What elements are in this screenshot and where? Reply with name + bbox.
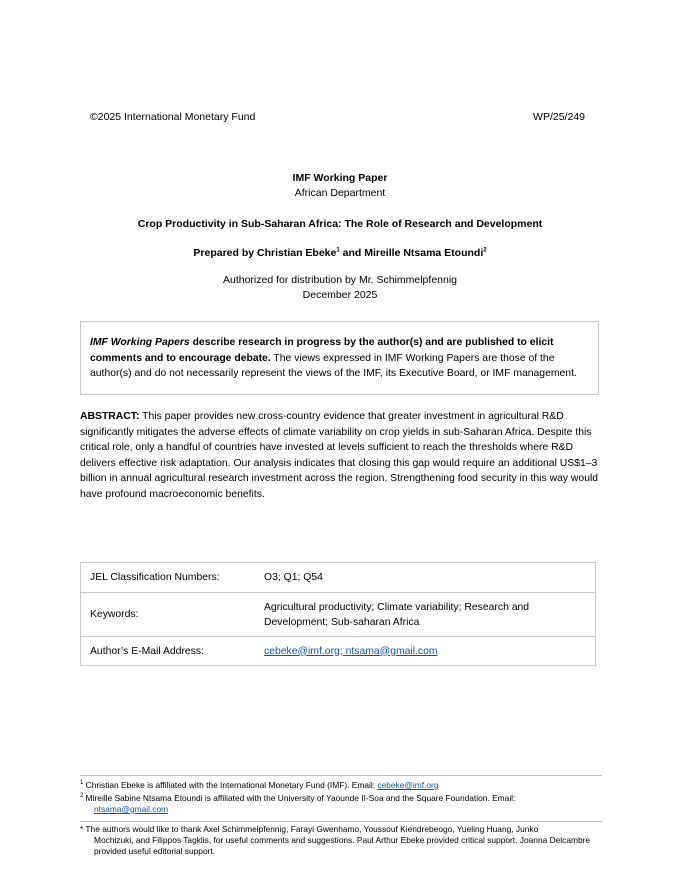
footnote-divider [80, 775, 602, 776]
author-1-note: 1 [336, 247, 340, 254]
abstract-label: ABSTRACT: [80, 411, 140, 422]
footnote-2 [80, 793, 600, 815]
author-1: Prepared by Christian Ebeke [193, 247, 337, 259]
footnote-2-text: Mireille Sabine Ntsama Etoundi is affiliated with the University of Yaounde II-Soa and the Square Foundation. Email: [83, 793, 516, 803]
paper-title: Crop Productivity in Sub-Saharan Africa: The Role of Research and Development [137, 218, 543, 230]
footnote-divider-2 [80, 821, 602, 822]
disclaimer-box [80, 321, 599, 395]
metadata-table [80, 562, 596, 666]
footnote-1-mark: 1 [80, 780, 84, 787]
keywords-value: Agricultural productivity; Climate variability; Research and Development; Sub-saharan Africa [255, 593, 596, 637]
author-email-link[interactable]: cebeke@imf.org; ntsama@gmail.com [264, 645, 438, 657]
footnote-2-email-link[interactable]: ntsama@gmail.com [94, 804, 169, 814]
footnote-acknowledgements [80, 824, 600, 857]
author-line [0, 247, 680, 259]
author-2-note: 2 [483, 247, 487, 254]
department: African Department [294, 187, 386, 199]
email-row [81, 637, 596, 666]
disclaimer-text: The views expressed in IMF Working Papers are those of the author(s) and do not necessarily represent the views of the IMF, its Executive Board, or IMF management. [90, 352, 577, 379]
keywords-label: Keywords: [81, 593, 256, 637]
publication-date: December 2025 [302, 289, 378, 301]
keywords-row [81, 593, 596, 637]
disclaimer-bold-text: describe research in progress by the author(s) and are published to elicit comments and to encourage debate. [90, 337, 554, 364]
series-title: IMF Working Paper [292, 172, 388, 184]
disclaimer-italic-lead: IMF Working Papers [90, 337, 190, 348]
abstract [80, 409, 599, 502]
authorization: Authorized for distribution by Mr. Schimmelpfennig [222, 274, 458, 286]
footnote-1-email-link[interactable]: cebeke@imf.org [377, 780, 439, 790]
footnote-1-text: Christian Ebeke is affiliated with the International Monetary Fund (IMF). Email: [83, 780, 378, 790]
abstract-text: This paper provides new cross-country evidence that greater investment in agricultural R&D significantly mitigates the adverse effects of climate variability on crop yields in sub-Saharan Africa. Despite this critical role, only a handful of countries have invested at levels sufficient to reach the thresholds where R&D delivers effective risk adaptation. Our analysis indicates that closing this gap would require an additional US$1–3 billion in annual agricultural research investment across the region. Strengthening food security in this way would have profound macroeconomic benefits. [80, 411, 599, 500]
footnote-2-mark: 2 [80, 793, 84, 800]
paper-number: WP/25/249 [533, 111, 585, 123]
jel-label: JEL Classification Numbers: [81, 563, 256, 593]
footnote-1 [80, 780, 600, 791]
copyright-notice: ©2025 International Monetary Fund [90, 111, 256, 123]
acknowledgements-continued: Mochizuki, and Filippos Tagklis, for useful comments and suggestions. Paul Arthur Ebeke provided critical support. Joanna Delcambre provided useful editorial support. [94, 835, 591, 856]
acknowledgements-line-1: * The authors would like to thank Axel Schimmelpfennig, Farayi Gwenhamo, Youssouf Kiendrebeogo, Yueling Huang, Junko [80, 824, 539, 834]
author-2: and Mireille Ntsama Etoundi [339, 247, 484, 259]
email-label: Author’s E-Mail Address: [81, 637, 256, 666]
jel-row [81, 563, 596, 593]
jel-value: O3; Q1; Q54 [255, 563, 596, 593]
